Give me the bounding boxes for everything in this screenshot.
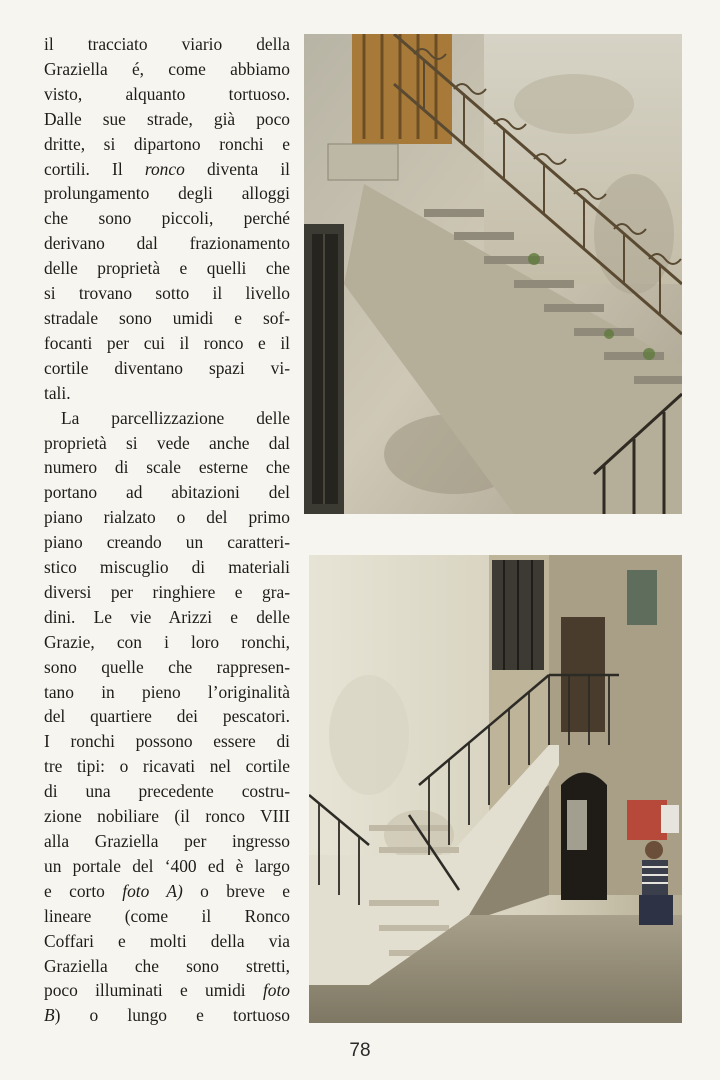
text-line: dritte, si dipartono ronchi e — [44, 133, 290, 154]
text-line: Dalle sue strade, già poco — [44, 108, 290, 129]
page-number: 78 — [349, 1040, 371, 1061]
text-line: del quartiere dei pescatori. — [44, 706, 290, 727]
text-line: Graziella é, come abbiamo — [44, 58, 290, 79]
text-line: che sono piccoli, perché — [44, 208, 290, 229]
text-line: un portale del ‘400 ed è largo — [44, 855, 290, 876]
photo-b-illustration — [309, 555, 682, 1023]
text-line: stico miscuglio di materiali — [44, 557, 290, 578]
text-run: poco illuminati e umidi — [44, 980, 263, 1001]
text-line — [44, 978, 290, 1003]
text-run: o breve e — [182, 880, 290, 901]
text-line: numero di scale esterne che — [44, 457, 290, 478]
text-line: cortile diventano spazi vi- — [44, 357, 290, 378]
text-line: piano rialzato o del primo — [44, 507, 290, 528]
photo-a-staircase — [304, 34, 682, 514]
paragraph-1 — [44, 32, 290, 406]
text-line: visto, alquanto tortuoso. — [44, 83, 290, 104]
text-line: zione nobiliare (il ronco VIII — [44, 806, 290, 827]
text-line: focanti per cui il ronco e il — [44, 332, 290, 353]
text-line: Grazie, con i loro ronchi, — [44, 631, 290, 652]
text-line: proprietà si vede anche dal — [44, 432, 290, 453]
italic-ref-foto-a: foto A) — [122, 880, 183, 901]
text-line: delle proprietà e quelli che — [44, 258, 290, 279]
text-line: dini. Le vie Arizzi e delle — [44, 606, 290, 627]
text-line: di una precedente costru- — [44, 781, 290, 802]
text-line: sono quelle che rappresen- — [44, 656, 290, 677]
italic-ref-foto: foto — [262, 980, 290, 1001]
body-text-column — [44, 32, 290, 1028]
text-line — [44, 157, 290, 182]
text-line: derivano dal frazionamento — [44, 233, 290, 254]
text-line: stradale sono umidi e sof- — [44, 307, 290, 328]
text-line: portano ad abitazioni del — [44, 482, 290, 503]
text-line: piano creando un caratteri- — [44, 532, 290, 553]
text-run: e corto — [44, 880, 123, 901]
text-line: si trovano sotto il livello — [44, 283, 290, 304]
text-line: tali. — [44, 382, 71, 403]
text-line — [44, 879, 290, 904]
text-run: diventa il — [184, 158, 290, 179]
text-line: I ronchi possono essere di — [44, 731, 290, 752]
text-line: tre tipi: o ricavati nel cortile — [44, 756, 290, 777]
text-run: cortili. Il — [44, 158, 145, 179]
photo-a-illustration — [304, 34, 682, 514]
text-line: il tracciato viario della — [44, 34, 290, 54]
text-line: Coffari e molti della via — [44, 930, 290, 951]
text-line: prolungamento degli alloggi — [44, 183, 290, 204]
paragraph-2 — [44, 406, 290, 1029]
text-line: alla Graziella per ingresso — [44, 831, 290, 851]
text-line: lineare (come il Ronco — [44, 905, 290, 926]
photo-b-courtyard — [309, 555, 682, 1023]
text-line — [44, 1003, 290, 1028]
italic-term-ronco: ronco — [144, 158, 185, 179]
text-line: diversi per ringhiere e gra- — [44, 581, 290, 602]
italic-ref-b: B — [44, 1005, 55, 1026]
text-line: tano in pieno l’originalità — [44, 681, 290, 702]
text-run: ) o lungo e tortuoso — [54, 1005, 290, 1026]
text-line: Graziella che sono stretti, — [44, 955, 290, 976]
text-line: La parcellizzazione delle — [61, 407, 290, 428]
